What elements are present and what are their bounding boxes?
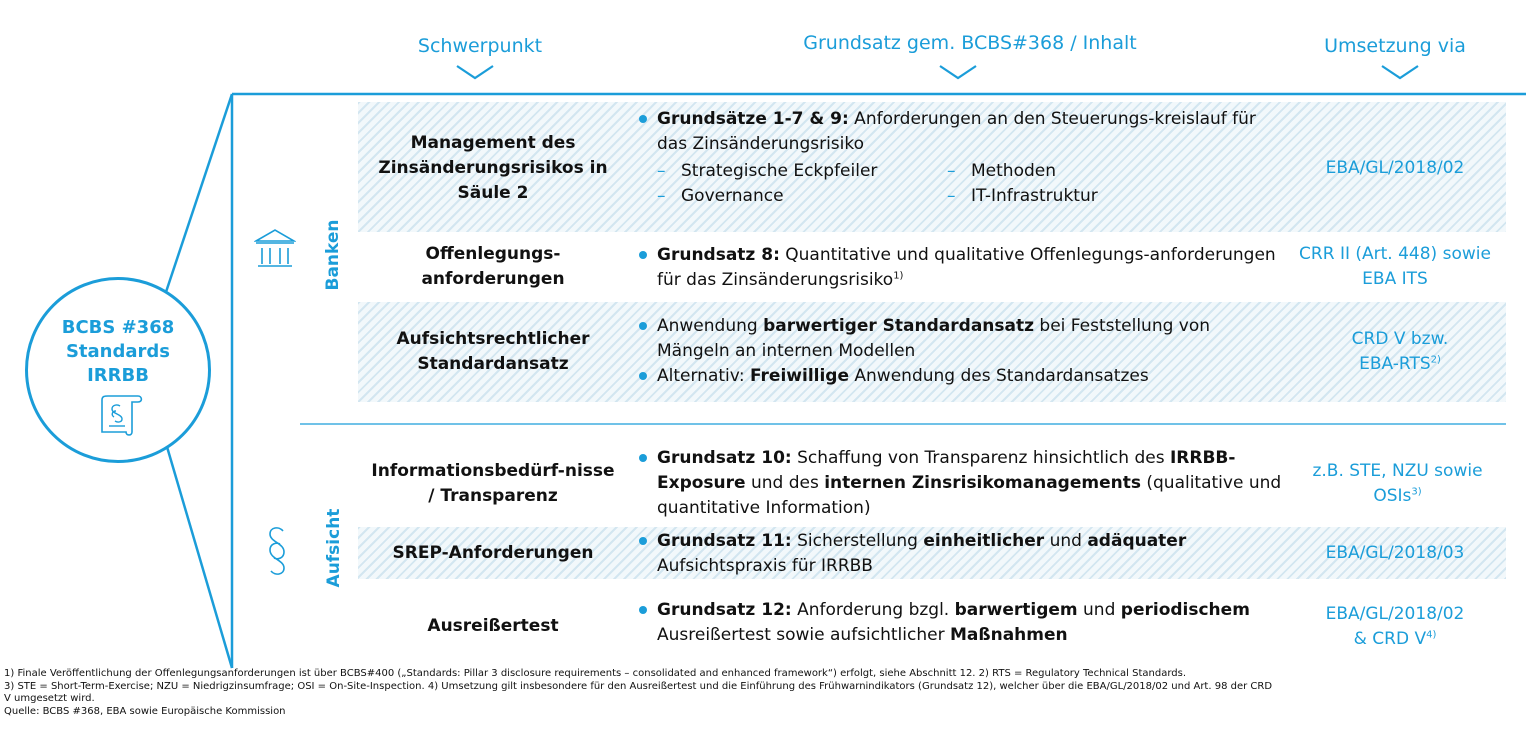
content-row-2 <box>637 243 1277 293</box>
bullet-item <box>637 107 1277 157</box>
topic-srep: SREP-Anforderungen <box>392 542 594 563</box>
bullet-text: Alternativ: <box>657 366 751 386</box>
footnote-ref: 3) <box>1411 486 1422 498</box>
impl-text: CRD V bzw. EBA-RTS <box>1351 329 1449 374</box>
topic-ausreissertest: Ausreißertest <box>427 615 559 636</box>
content-row-5 <box>637 529 1277 579</box>
principle-text: Sicherstellung <box>791 531 924 551</box>
principle-text: und <box>1044 531 1088 551</box>
content-row-6 <box>637 598 1297 648</box>
sub-list <box>637 159 1277 209</box>
principle-text: Schaffung von Transparenz hinsichtlich des <box>791 448 1170 468</box>
principle-label: Grundsatz 10: <box>657 448 792 468</box>
bullet-item <box>637 314 1277 364</box>
bullet-item <box>637 598 1297 648</box>
topic-standardansatz: Aufsichtsrechtlicher Standardansatz <box>396 329 590 374</box>
sub-item: – Strategische Eckpfeiler <box>657 159 947 184</box>
impl-row-4 <box>1300 448 1495 520</box>
impl-text: z.B. STE, NZU sowie OSIs <box>1312 461 1483 506</box>
principle-label: Grundsatz 12: <box>657 600 792 620</box>
bullet-item <box>637 529 1277 579</box>
group-label-aufsicht: Aufsicht <box>324 508 344 588</box>
principle-text: Ausreißertest sowie aufsichtlicher <box>657 625 950 645</box>
principle-bold: Maßnahmen <box>949 625 1068 645</box>
sub-item: – Governance <box>657 184 947 209</box>
bullet-text: Anwendung des Standardansatzes <box>849 366 1149 386</box>
principle-text: Quantitative und qualitative Offenlegungs-anforderungen für das Zinsänderungsrisiko <box>657 245 1276 290</box>
sub-item: – IT-Infrastruktur <box>947 184 1167 209</box>
sub-item: – Methoden <box>947 159 1167 184</box>
impl-row-2: CRR II (Art. 448) sowie EBA ITS <box>1299 244 1491 289</box>
footnote-ref: 1) <box>893 270 904 282</box>
center-subtitle: Standards <box>65 341 171 362</box>
bullet-bold: Freiwillige <box>750 366 849 386</box>
footnote-line: V umgesetzt wird. <box>4 693 95 704</box>
bullet-item <box>637 243 1277 293</box>
principle-text: und <box>1077 600 1121 620</box>
principle-bold: internen Zinsrisikomanagements <box>824 473 1141 493</box>
principle-text: Anforderungen an den Steuerungs-kreislauf für das Zinsänderungsrisiko <box>657 109 1256 154</box>
topic-informationsbeduerfnisse: Informationsbedürf-nisse / Transparenz <box>371 461 615 506</box>
footnote-ref: 4) <box>1426 629 1437 641</box>
header-grundsatz: Grundsatz gem. BCBS#368 / Inhalt <box>803 32 1137 54</box>
impl-text: & CRD V <box>1353 629 1427 649</box>
principle-text: (qualitative und quantitative Information) <box>657 473 1282 518</box>
content-row-1 <box>637 107 1277 209</box>
scroll-icon <box>96 390 146 438</box>
footnotes <box>4 668 1532 718</box>
footnote-line: 1) Finale Veröffentlichung der Offenlegungsanforderungen ist über BCBS#400 („Standards: Pillar 3 disclosure requirements – consolidated and enhanced framework“) erfolgt, siehe Abschnitt 12. 2) RTS = Regulatory Technical Standards. <box>4 668 1186 679</box>
principle-label: Grundsatz 8: <box>657 245 780 265</box>
bullet-item <box>637 364 1277 389</box>
principle-label: Grundsatz 11: <box>657 531 792 551</box>
bullet-text: bei Feststellung von Mängeln an internen Modellen <box>657 316 1211 361</box>
header-schwerpunkt: Schwerpunkt <box>417 35 543 57</box>
paragraph-icon <box>265 525 289 577</box>
bullet-bold: barwertiger Standardansatz <box>763 316 1034 336</box>
center-topic: IRRBB <box>87 365 149 386</box>
principle-bold: barwertigem <box>954 600 1078 620</box>
principle-text: Aufsichtspraxis für IRRBB <box>657 556 873 576</box>
content-row-4 <box>637 446 1297 521</box>
footnote-line: 3) STE = Short-Term-Exercise; NZU = Niedrigzinsumfrage; OSI = On-Site-Inspection. 4) Umsetzung gilt insbesondere für den Ausreißertest und die Einführung des Frühwarnindikators (Grundsatz 12), welcher über die EBA/GL/2018/02 und Art. 98 der CRD <box>4 680 1273 692</box>
group-label-banken: Banken <box>323 219 343 291</box>
impl-text: EBA/GL/2018/02 <box>1325 604 1465 624</box>
bullet-item <box>637 446 1297 521</box>
principle-label: Grundsätze 1-7 & 9: <box>657 109 849 129</box>
principle-bold: adäquater <box>1087 531 1187 551</box>
center-title: BCBS #368 <box>61 317 175 338</box>
topic-management: Management des Zinsänderungsrisikos in Säule 2 <box>378 132 608 203</box>
principle-text: Anforderung bzgl. <box>791 600 955 620</box>
impl-row-5: EBA/GL/2018/03 <box>1325 542 1465 563</box>
bank-icon <box>254 226 296 268</box>
footnote-ref: 2) <box>1430 354 1441 366</box>
principle-text: und des <box>745 473 825 493</box>
content-row-3 <box>637 314 1277 389</box>
source-line: Quelle: BCBS #368, EBA sowie Europäische Kommission <box>4 705 286 717</box>
principle-bold: periodischem <box>1120 600 1250 620</box>
impl-row-1: EBA/GL/2018/02 <box>1325 157 1465 178</box>
topic-offenlegung: Offenlegungs-anforderungen <box>421 244 565 289</box>
center-circle <box>25 277 211 463</box>
header-umsetzung: Umsetzung via <box>1324 35 1466 57</box>
impl-row-3 <box>1350 306 1450 398</box>
principle-bold: einheitlicher <box>923 531 1045 551</box>
bullet-text: Anwendung <box>657 316 764 336</box>
principle-bold: IRRBB-Exposure <box>657 448 1236 493</box>
impl-row-6 <box>1290 594 1500 660</box>
